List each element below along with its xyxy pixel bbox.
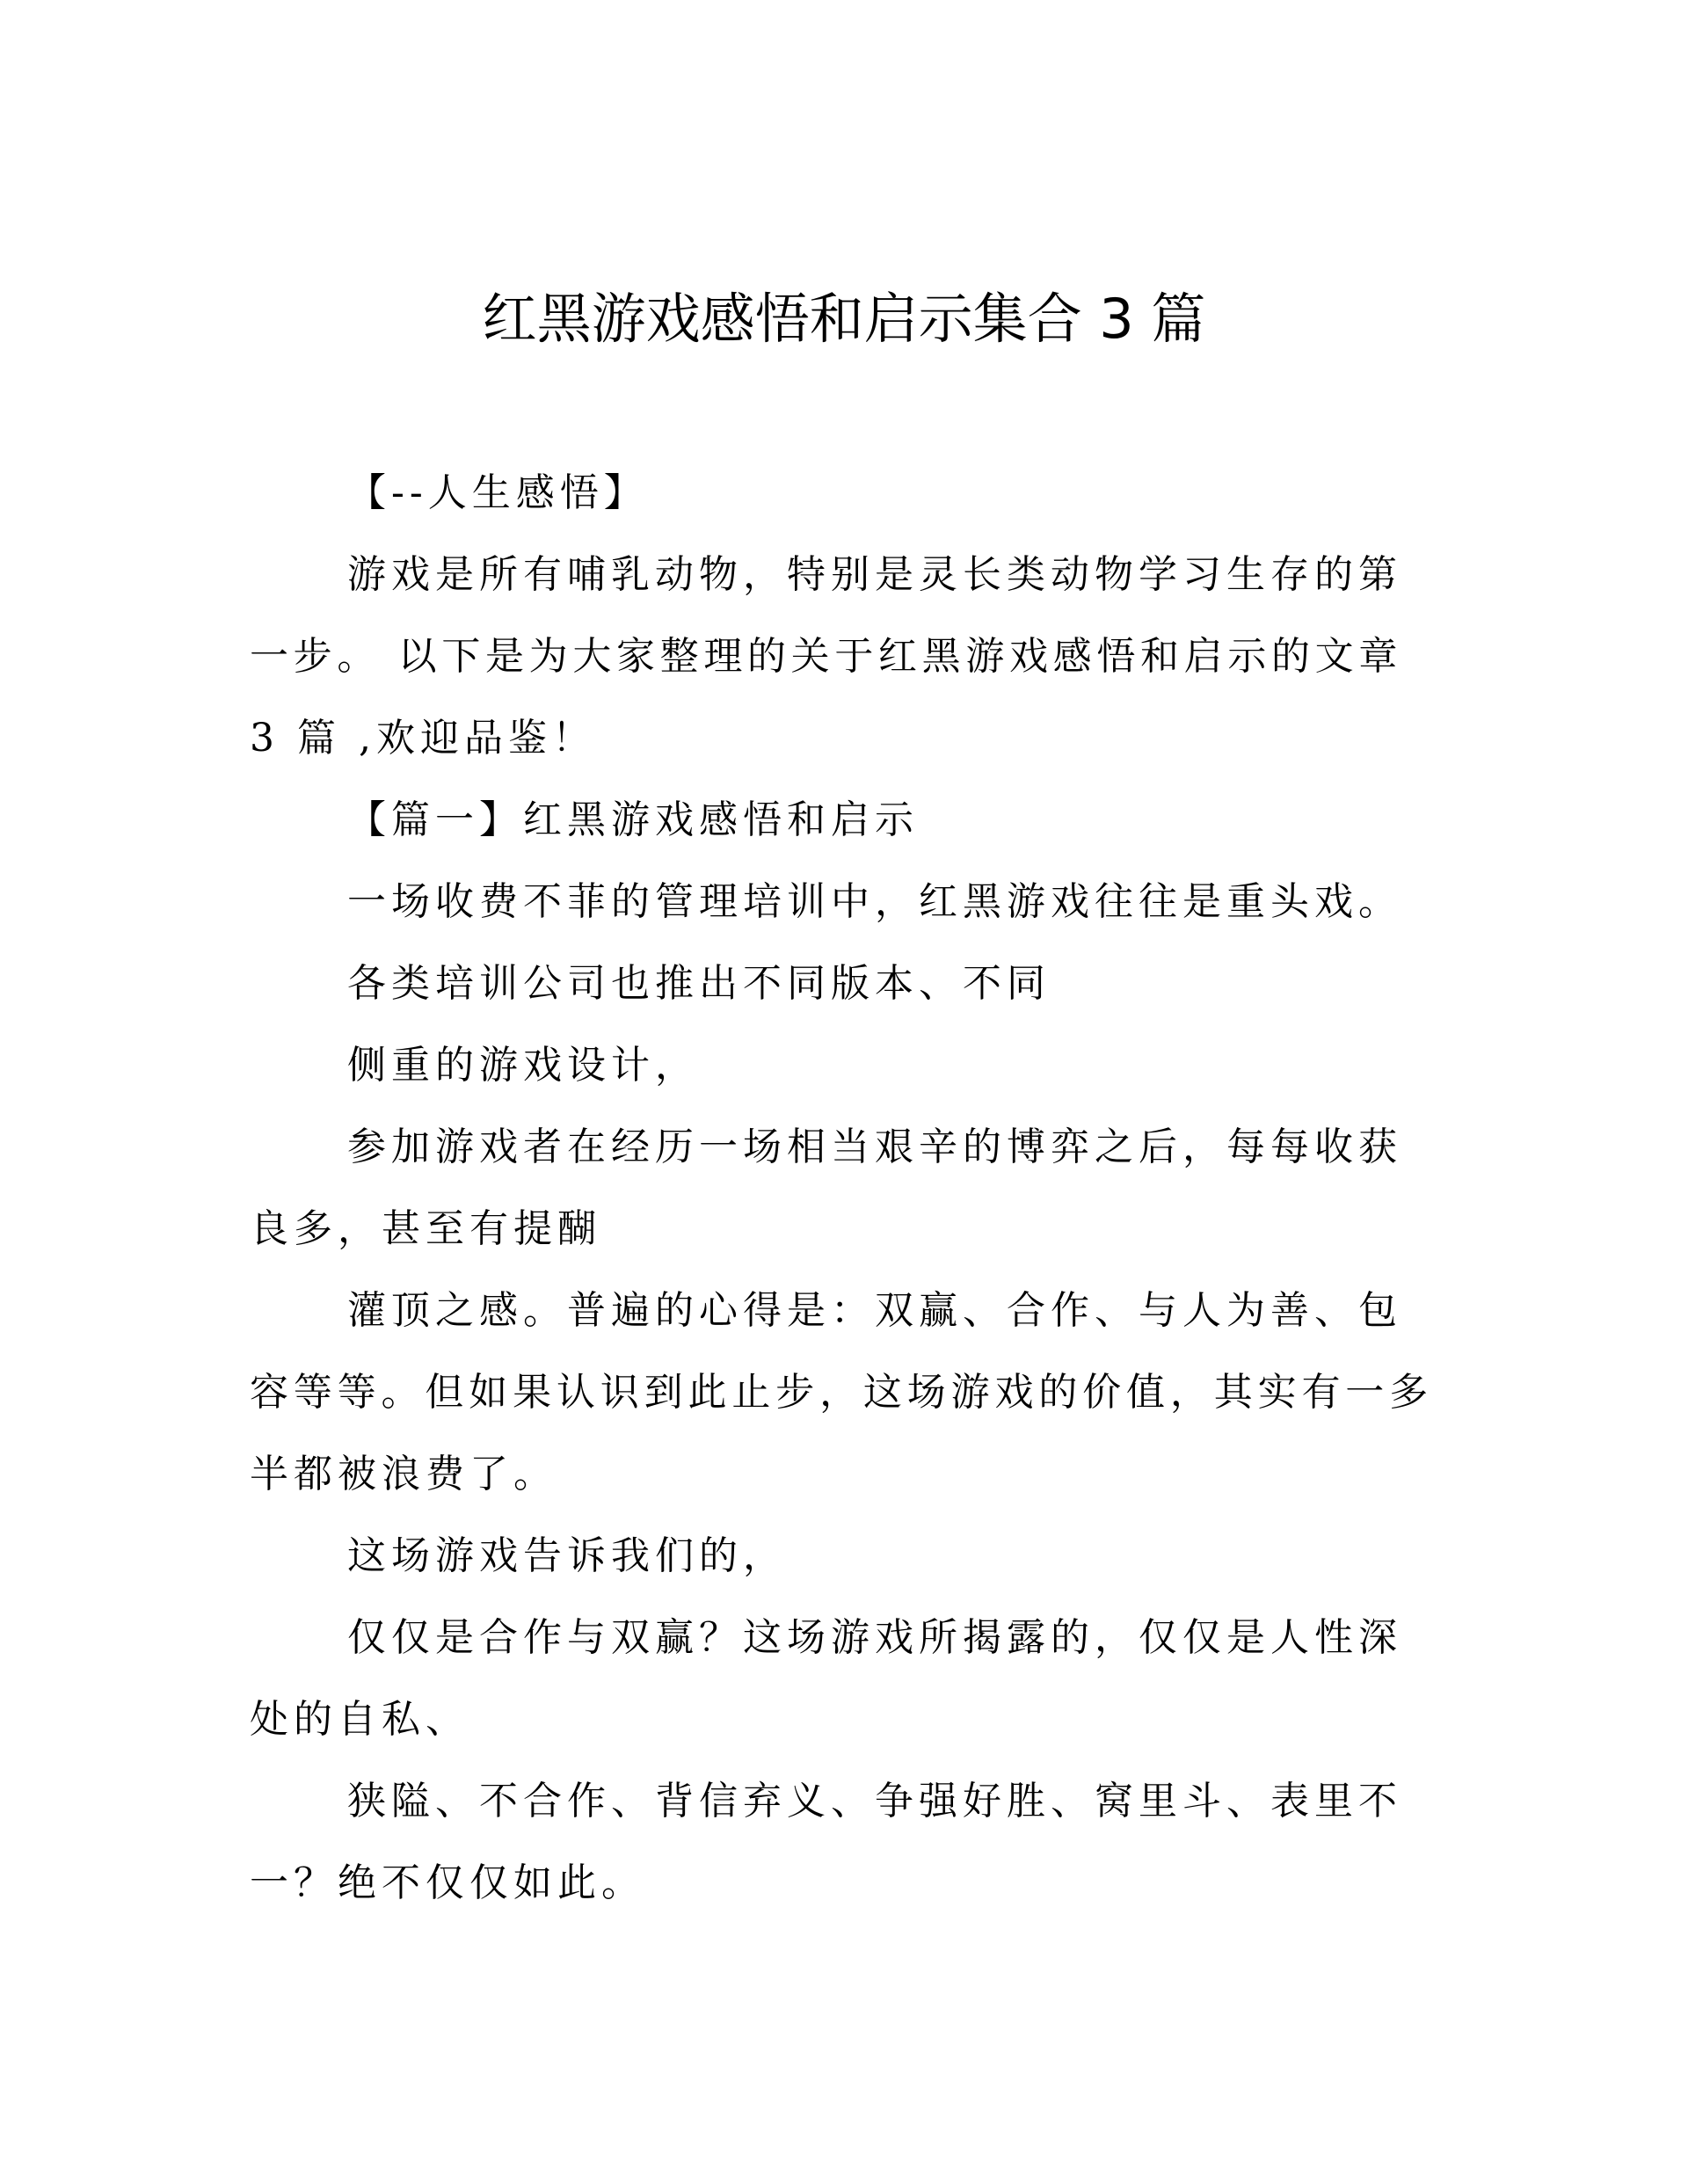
paragraph-line: 参加游戏者在经历一场相当艰辛的博弈之后，每每收获: [347, 1125, 1402, 1169]
paragraph-line: 【篇一】红黑游戏感悟和启示: [347, 797, 919, 842]
paragraph-line: 半都被浪费了。: [250, 1452, 557, 1496]
paragraph-line: 侧重的游戏设计，: [347, 1043, 699, 1088]
paragraph-line: 这场游戏告诉我们的，: [347, 1533, 787, 1578]
paragraph-line: 3 篇 ,欢迎品鉴！: [250, 716, 596, 761]
paragraph-line: 游戏是所有哺乳动物，特别是灵长类动物学习生存的第: [347, 552, 1402, 597]
paragraph-line: 良多，甚至有提醐: [250, 1206, 601, 1251]
paragraph-line: 【--人生感悟】: [347, 470, 648, 515]
paragraph-line: 一？绝不仅仅如此。: [250, 1860, 645, 1905]
paragraph-line: 仅仅是合作与双赢？这场游戏所揭露的，仅仅是人性深: [347, 1615, 1402, 1660]
paragraph-line: 各类培训公司也推出不同版本、不同: [347, 961, 1051, 1006]
document-title: 红黑游戏感悟和启示集合 3 篇: [482, 287, 1206, 351]
paragraph-line: 一步。 以下是为大家整理的关于红黑游戏感悟和启示的文章: [250, 634, 1402, 679]
paragraph-line: 容等等。但如果认识到此止步，这场游戏的价值，其实有一多: [250, 1370, 1433, 1415]
paragraph-line: 灌顶之感。普遍的心得是：双赢、合作、与人为善、包: [347, 1288, 1402, 1333]
paragraph-line: 一场收费不菲的管理培训中，红黑游戏往往是重头戏。: [347, 879, 1402, 924]
paragraph-line: 处的自私、: [250, 1697, 469, 1742]
paragraph-line: 狭隘、不合作、背信弃义、争强好胜、窝里斗、表里不: [347, 1779, 1402, 1824]
